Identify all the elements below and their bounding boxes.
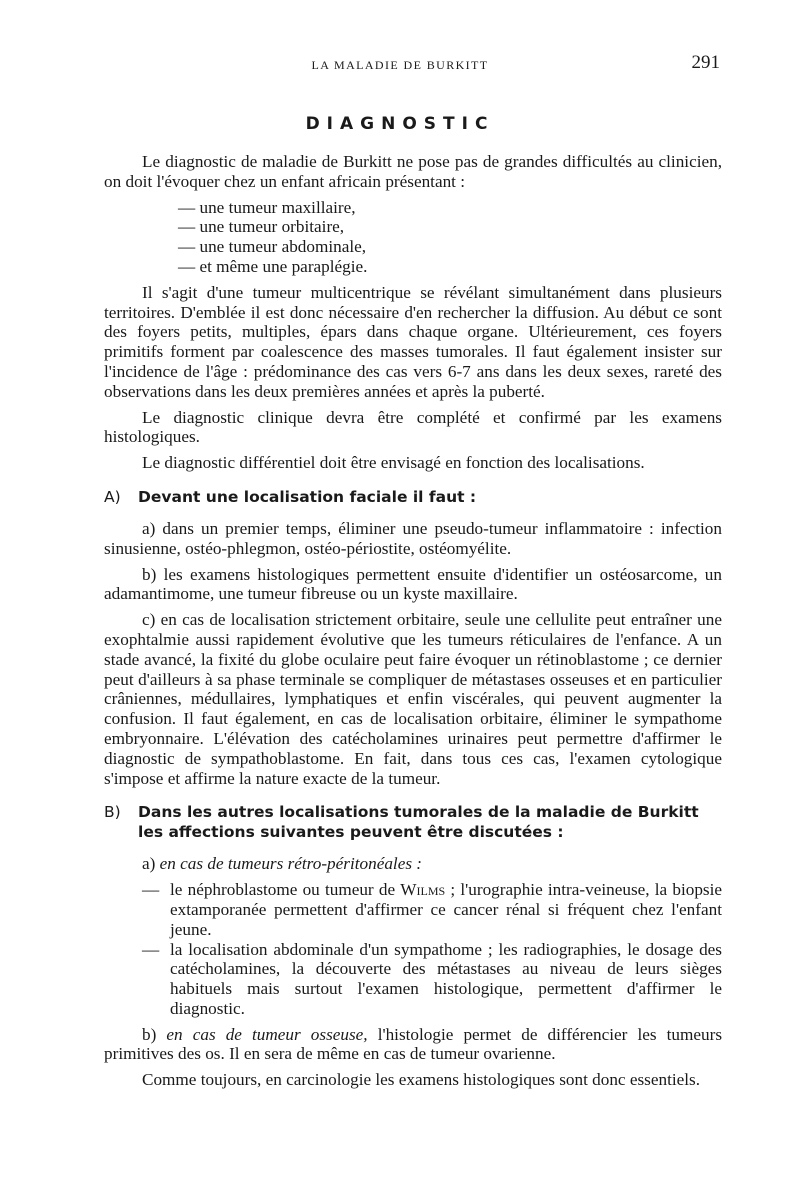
list-item: [104, 880, 722, 939]
page-number: 291: [691, 52, 720, 73]
section-b-letter: B): [104, 803, 121, 822]
section-b-item-a: [104, 854, 722, 874]
body-text: [104, 152, 722, 1096]
section-title: DIAGNOSTIC: [305, 114, 495, 134]
section-b-item-b: [104, 1025, 722, 1065]
section-a-item-b: b) les examens histologiques permettent ensuite d'identifier un ostéosarcome, un adamantimome, une tumeur fibreuse ou un kyste maxillaire.: [104, 564, 722, 604]
list-item: — une tumeur maxillaire,: [178, 197, 356, 217]
section-b-heading-text: Dans les autres localisations tumorales de la maladie de Burkitt les affections suivantes peuvent être discutées :: [138, 803, 699, 842]
section-b-b-italic: en cas de tumeur osseuse,: [166, 1024, 368, 1044]
multicentric-paragraph: Il s'agit d'une tumeur multicentrique se révélant simultanément dans plusieurs territoires. D'emblée il est donc nécessaire d'en rechercher la diffusion. Au début ce sont des foyers petits, multiples, épars dans chaque organe. Ultérieurement, ces foyers primitifs forment par coalescence des masses tumorales. Il faut également insister sur l'incidence de l'âge : prédominance des cas vers 6-7 ans dans les deux sexes, rareté des observations dans les deux premières années et après la puberté.: [104, 282, 722, 401]
section-b-a-italic: en cas de tumeurs rétro-péritonéales :: [159, 854, 423, 874]
section-a-heading-text: Devant une localisation faciale il faut :: [138, 487, 477, 506]
section-a-letter: A): [104, 487, 121, 506]
list-item: — la localisation abdominale d'un sympathome ; les radiographies, le dosage des catécholamines, la découverte des métastases au niveau de leurs sièges habituels mais surtout l'examen histologique, permettent d'affirmer le diagnostic.: [104, 940, 722, 1019]
section-b-heading: [104, 802, 722, 842]
conclusion-paragraph: Comme toujours, en carcinologie les examens histologiques sont donc essentiels.: [142, 1070, 701, 1090]
wilms-name: Wilms: [400, 880, 446, 900]
wilms-text-start: le néphroblastome ou tumeur de: [170, 880, 396, 900]
confirmation-paragraph: Le diagnostic clinique devra être complété et confirmé par les examens histologiques.: [104, 407, 722, 447]
section-b-b-rest: l'histologie permet de différencier les tumeurs primitives des os. Il en sera de même en cas de tumeur ovarienne.: [104, 1024, 723, 1064]
list-item: — une tumeur orbitaire,: [178, 217, 345, 237]
intro-paragraph: Le diagnostic de maladie de Burkitt ne pose pas de grandes difficultés au clinicien, on doit l'évoquer chez un enfant africain présentant :: [104, 152, 722, 191]
section-a-heading: [104, 487, 722, 507]
section-a-item-a: a) dans un premier temps, éliminer une pseudo-tumeur inflammatoire : infection sinusienne, ostéo-phlegmon, ostéo-périostite, ostéomyélite.: [104, 518, 722, 558]
differential-paragraph: Le diagnostic différentiel doit être envisagé en fonction des localisations.: [142, 453, 645, 473]
running-head: LA MALADIE DE BURKITT: [311, 58, 489, 72]
wilms-text-end: ; l'urographie intra-veineuse, la biopsie extamporanée permettent d'affirmer ce cancer rénal si fréquent chez l'enfant jeune.: [170, 880, 723, 939]
retroperitoneal-list: [104, 880, 722, 1019]
list-item: — et même une paraplégie.: [178, 256, 368, 276]
section-b-a-label: a): [142, 854, 156, 874]
list-item: — une tumeur abdominale,: [178, 237, 367, 257]
presentation-list: [178, 198, 722, 277]
section-a-item-c: c) en cas de localisation strictement orbitaire, seule une cellulite peut entraîner une exophtalmie aussi rapidement évolutive que les tumeurs réticulaires de l'enfance. A un stade avancé, la fixité du globe oculaire peut faire évoquer un rétinoblastome ; ce dernier peut d'ailleurs à sa phase terminale se compliquer de métastases osseuses et en particulier crâniennes, médullaires, lymphatiques et enfin viscérales, qui peuvent augmenter la confusion. Il faut également, en cas de localisation orbitaire, éliminer le sympathome embryonnaire. L'élévation des catécholamines urinaires peut permettre d'affirmer le diagnostic de sympathoblastome. En fait, dans tous ces cas, l'examen cytologique s'impose et affirme la nature exacte de la tumeur.: [104, 610, 722, 788]
section-b-b-label: b): [142, 1024, 157, 1044]
